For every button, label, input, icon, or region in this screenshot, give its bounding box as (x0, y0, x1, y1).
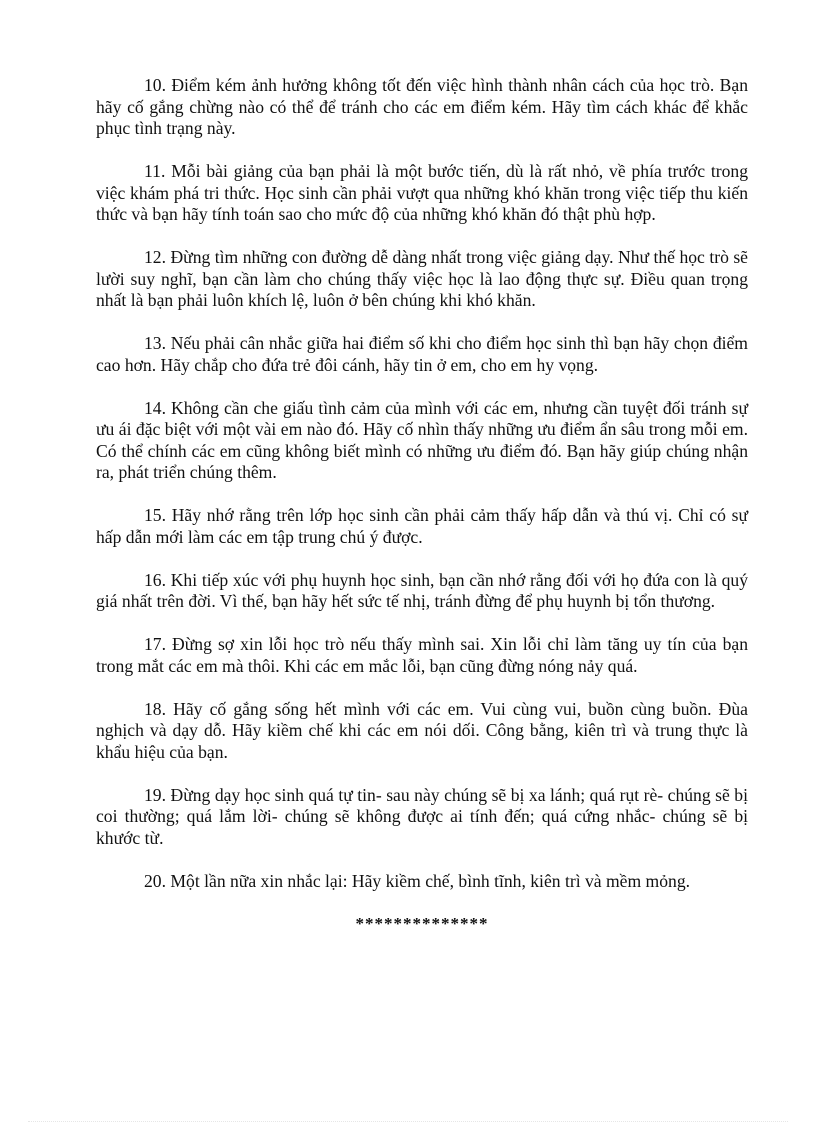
paragraph-10: 10. Điểm kém ảnh hưởng không tốt đến việc hình thành nhân cách của học trò. Bạn hãy cố gắng chừng nào có thể để tránh cho các em điểm kém. Hãy tìm cách khác để khắc phục tình trạng này. (96, 75, 748, 138)
paragraph-19: 19. Đừng dạy học sinh quá tự tin- sau này chúng sẽ bị xa lánh; quá rụt rè- chúng sẽ bị coi thường; quá lắm lời- chúng sẽ không được ai tính đến; quá cứng nhắc- chúng sẽ bị khước từ. (96, 784, 748, 848)
page-bottom-divider (28, 1121, 788, 1122)
paragraph-12: 12. Đừng tìm những con đường dễ dàng nhất trong việc giảng dạy. Như thế học trò sẽ lười suy nghĩ, bạn cần làm cho chúng thấy việc học là lao động thực sự. Điều quan trọng nhất là bạn phải luôn khích lệ, luôn ở bên chúng khi khó khăn. (96, 247, 748, 310)
paragraph-20: 20. Một lần nữa xin nhắc lại: Hãy kiềm chế, bình tĩnh, kiên trì và mềm mỏng. (144, 870, 691, 891)
paragraph-17: 17. Đừng sợ xin lỗi học trò nếu thấy mình sai. Xin lỗi chỉ làm tăng uy tín của bạn trong mắt các em mà thôi. Khi các em mắc lỗi, bạn cũng đừng nóng nảy quá. (96, 634, 748, 676)
paragraph-18: 18. Hãy cố gắng sống hết mình với các em. Vui cùng vui, buồn cùng buồn. Đùa nghịch và dạy dỗ. Hãy kiềm chế khi các em nói dối. Công bằng, kiên trì và trung thực là khẩu hiệu của bạn. (96, 698, 748, 762)
paragraph-16: 16. Khi tiếp xúc với phụ huynh học sinh, bạn cần nhớ rằng đối với họ đứa con là quý giá nhất trên đời. Vì thế, bạn hãy hết sức tế nhị, tránh đừng để phụ huynh bị tổn thương. (96, 569, 748, 611)
paragraph-14: 14. Không cần che giấu tình cảm của mình với các em, nhưng cần tuyệt đối tránh sự ưu ái đặc biệt với một vài em nào đó. Hãy cố nhìn thấy những ưu điểm ẩn sâu trong mỗi em. Có thể chính các em cũng không biết mình có những ưu điểm đó. Bạn hãy giúp chúng nhận ra, phát triển chúng thêm. (96, 397, 748, 482)
paragraph-11: 11. Mỗi bài giảng của bạn phải là một bước tiến, dù là rất nhỏ, về phía trước trong việc khám phá tri thức. Học sinh cần phải vượt qua những khó khăn trong việc tiếp thu kiến thức và bạn hãy tính toán sao cho mức độ của những khó khăn đó thật phù hợp. (96, 161, 748, 224)
paragraph-13: 13. Nếu phải cân nhắc giữa hai điểm số khi cho điểm học sinh thì bạn hãy chọn điểm cao hơn. Hãy chắp cho đứa trẻ đôi cánh, hãy tin ở em, cho em hy vọng. (96, 333, 748, 375)
paragraph-15: 15. Hãy nhớ rằng trên lớp học sinh cần phải cảm thấy hấp dẫn và thú vị. Chỉ có sự hấp dẫn mới làm các em tập trung chú ý được. (96, 505, 748, 547)
section-separator: ************** (355, 913, 489, 933)
document-page (96, 75, 748, 934)
